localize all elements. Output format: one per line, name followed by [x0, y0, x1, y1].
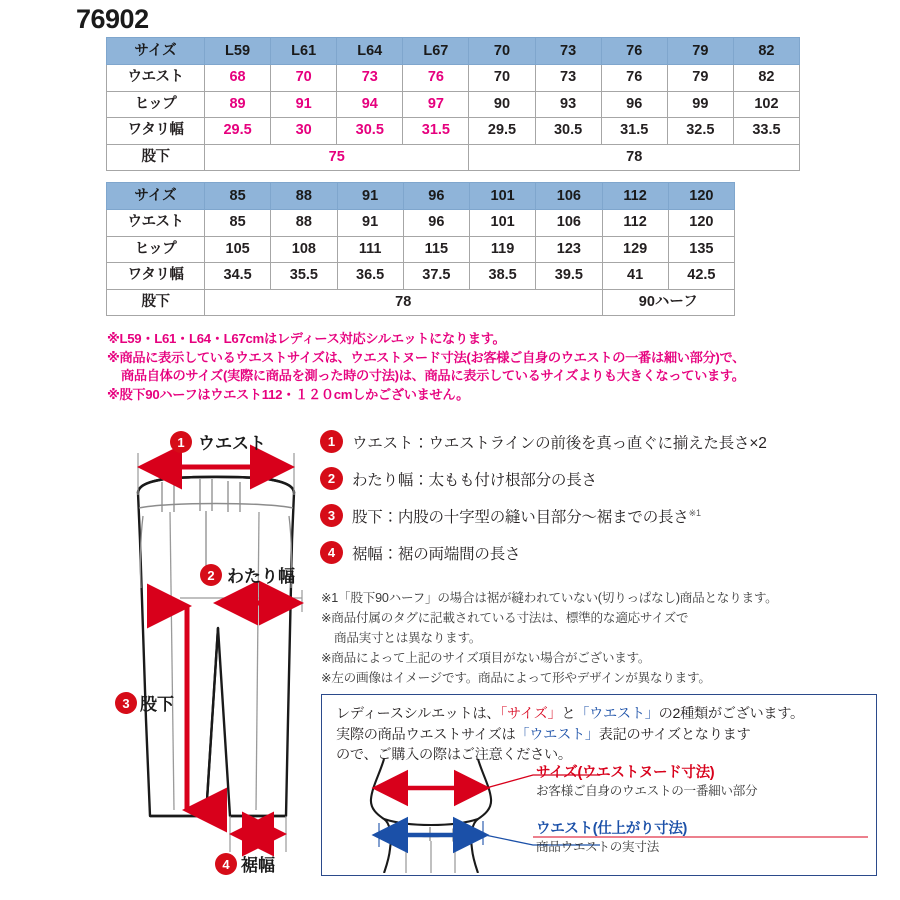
legend-item-thigh [320, 460, 880, 497]
cell: 102 [733, 91, 799, 118]
cell: 96 [601, 91, 667, 118]
size-table-large [106, 182, 735, 316]
product-code: 76902 [76, 4, 149, 34]
cell: 82 [733, 65, 799, 92]
legend-label: ウエスト：ウエストラインの前後を真っ直ぐに揃えた長さ×2 [352, 434, 767, 452]
table-row [107, 210, 735, 237]
col-header-96: 96 [403, 183, 469, 210]
cell: 101 [470, 210, 536, 237]
badge-number-1: 1 [320, 430, 343, 453]
col-header-88: 88 [271, 183, 337, 210]
cell: 70 [271, 65, 337, 92]
cell: 35.5 [271, 263, 337, 290]
col-header-91: 91 [337, 183, 403, 210]
cell: 115 [403, 236, 469, 263]
cell: 94 [337, 91, 403, 118]
table-row-inseam [107, 144, 800, 171]
table-row [107, 91, 800, 118]
gray-note-line: ※左の画像はイメージです。商品によって形やデザインが異なります。 [321, 671, 711, 685]
info-line-2: 実際の商品ウエストサイズは「ウエスト」表記のサイズとなります [336, 726, 751, 743]
cell: 33.5 [733, 118, 799, 145]
row-label-hip: ヒップ [107, 236, 205, 263]
cell: 73 [337, 65, 403, 92]
legend-item-inseam [320, 497, 880, 534]
cell: 32.5 [667, 118, 733, 145]
cell-inseam-ladies: 75 [205, 144, 469, 171]
col-header-70: 70 [469, 38, 535, 65]
cell: 29.5 [205, 118, 271, 145]
cell: 96 [403, 210, 469, 237]
cell: 70 [469, 65, 535, 92]
svg-text:3: 3 [122, 696, 130, 711]
row-label-thigh: ワタリ幅 [107, 263, 205, 290]
cell: 89 [205, 91, 271, 118]
pink-notes [107, 330, 867, 404]
cell: 93 [535, 91, 601, 118]
cell: 41 [602, 263, 668, 290]
col-header-101: 101 [470, 183, 536, 210]
legend-label: 股下：内股の十字型の縫い目部分～裾までの長さ$^{※1}$ [352, 507, 701, 526]
gray-note-line: ※1「股下90ハーフ」の場合は裾が縫われていない(切りっぱなし)商品となります。 [321, 591, 778, 605]
cell: 76 [403, 65, 469, 92]
cell: 90 [469, 91, 535, 118]
cell: 37.5 [403, 263, 469, 290]
cell: 29.5 [469, 118, 535, 145]
cell: 30.5 [535, 118, 601, 145]
gray-note-line: 商品実寸とは異なります。 [334, 631, 482, 645]
badge-number-3: 3 [320, 504, 343, 527]
measurement-legend [320, 423, 880, 571]
cell: 30 [271, 118, 337, 145]
pants-label-inseam: 股下 [140, 695, 174, 714]
cell: 38.5 [470, 263, 536, 290]
col-header-112: 112 [602, 183, 668, 210]
col-header-L61: L61 [271, 38, 337, 65]
row-label-thigh: ワタリ幅 [107, 118, 205, 145]
row-label-inseam: 股下 [107, 144, 205, 171]
cell: 99 [667, 91, 733, 118]
legend-item-waist [320, 423, 880, 460]
cell: 120 [668, 210, 734, 237]
cell: 73 [535, 65, 601, 92]
size-nude-label: サイズ(ウエストヌード寸法) [536, 765, 715, 781]
col-header-120: 120 [668, 183, 734, 210]
cell: 111 [337, 236, 403, 263]
table-row [107, 236, 735, 263]
row-label-waist: ウエスト [107, 65, 205, 92]
col-header-73: 73 [535, 38, 601, 65]
info-line-3: ので、ご購入の際はご注意ください。 [336, 747, 572, 763]
legend-label: 裾幅：裾の両端間の長さ [352, 545, 521, 563]
cell: 88 [271, 210, 337, 237]
size-nude-sublabel: お客様ご自身のウエストの一番細い部分 [536, 784, 758, 798]
gray-note-line: ※商品付属のタグに記載されている寸法は、標準的な適応サイズで [321, 611, 689, 625]
cell: 79 [667, 65, 733, 92]
pants-badge-2 [200, 564, 222, 586]
cell: 76 [601, 65, 667, 92]
footnote-marker: ※1 [688, 507, 701, 518]
waist-finished-label: ウエスト(仕上がり寸法) [536, 821, 688, 837]
pants-label-waist: ウエスト [198, 434, 266, 453]
badge-number-2: 2 [320, 467, 343, 490]
cell: 112 [602, 210, 668, 237]
cell-inseam-mens: 78 [469, 144, 800, 171]
pants-diagram [96, 420, 336, 890]
cell: 129 [602, 236, 668, 263]
cell: 85 [205, 210, 271, 237]
svg-text:4: 4 [222, 857, 230, 872]
cell: 106 [536, 210, 602, 237]
pink-note-line: ※商品に表示しているウエストサイズは、ウエストヌード寸法(お客様ご自身のウエストの一番は細い部分)で、 [107, 349, 745, 365]
cell: 30.5 [337, 118, 403, 145]
row-label-hip: ヒップ [107, 91, 205, 118]
waist-finished-sublabel: 商品ウエストの実寸法 [536, 840, 659, 854]
cell: 108 [271, 236, 337, 263]
cell-inseam-half: 90ハーフ [602, 289, 735, 316]
col-header-82: 82 [733, 38, 799, 65]
svg-text:2: 2 [207, 568, 215, 583]
pants-badge-1 [170, 431, 192, 453]
gray-notes [321, 588, 881, 688]
table-row-inseam [107, 289, 735, 316]
cell: 123 [536, 236, 602, 263]
cell: 39.5 [536, 263, 602, 290]
cell: 91 [271, 91, 337, 118]
cell: 42.5 [668, 263, 734, 290]
row-label-inseam: 股下 [107, 289, 205, 316]
table-header-row [107, 38, 800, 65]
cell: 135 [668, 236, 734, 263]
cell: 119 [470, 236, 536, 263]
ladies-silhouette-info-box [321, 694, 877, 876]
cell: 31.5 [601, 118, 667, 145]
badge-number-4: 4 [320, 541, 343, 564]
table-row [107, 118, 800, 145]
cell: 97 [403, 91, 469, 118]
col-header-L64: L64 [337, 38, 403, 65]
col-header-size: サイズ [107, 183, 205, 210]
pants-badge-4 [215, 853, 237, 875]
table-row [107, 65, 800, 92]
svg-text:1: 1 [177, 435, 185, 450]
info-line-1: レディースシルエットは、「サイズ」と「ウエスト」の2種類がございます。 [336, 706, 804, 722]
pants-badge-3 [115, 692, 137, 714]
col-header-79: 79 [667, 38, 733, 65]
col-header-76: 76 [601, 38, 667, 65]
col-header-L67: L67 [403, 38, 469, 65]
col-header-85: 85 [205, 183, 271, 210]
col-header-106: 106 [536, 183, 602, 210]
cell: 31.5 [403, 118, 469, 145]
legend-label: わたり幅：太もも付け根部分の長さ [352, 471, 597, 489]
table-header-row [107, 183, 735, 210]
pink-note-line: ※L59・L61・L64・L67cmはレディース対応シルエットになります。 [107, 331, 506, 346]
cell: 36.5 [337, 263, 403, 290]
row-label-waist: ウエスト [107, 210, 205, 237]
pants-label-thigh: わたり幅 [227, 567, 295, 586]
cell: 105 [205, 236, 271, 263]
pink-note-line: ※股下90ハーフはウエスト112・１２０cmしかございません。 [107, 386, 469, 402]
pants-label-hem: 裾幅 [241, 856, 275, 875]
col-header-L59: L59 [205, 38, 271, 65]
legend-item-hem [320, 534, 880, 571]
cell: 34.5 [205, 263, 271, 290]
table-row [107, 263, 735, 290]
cell-inseam-standard: 78 [205, 289, 603, 316]
size-table-ladies-mens [106, 37, 800, 171]
col-header-size: サイズ [107, 38, 205, 65]
pink-note-line: 商品自体のサイズ(実際に商品を測った時の寸法)は、商品に表示しているサイズよりも大きくなっています。 [121, 368, 745, 384]
cell: 68 [205, 65, 271, 92]
cell: 91 [337, 210, 403, 237]
gray-note-line: ※商品によって上記のサイズ項目がない場合がございます。 [321, 651, 651, 665]
